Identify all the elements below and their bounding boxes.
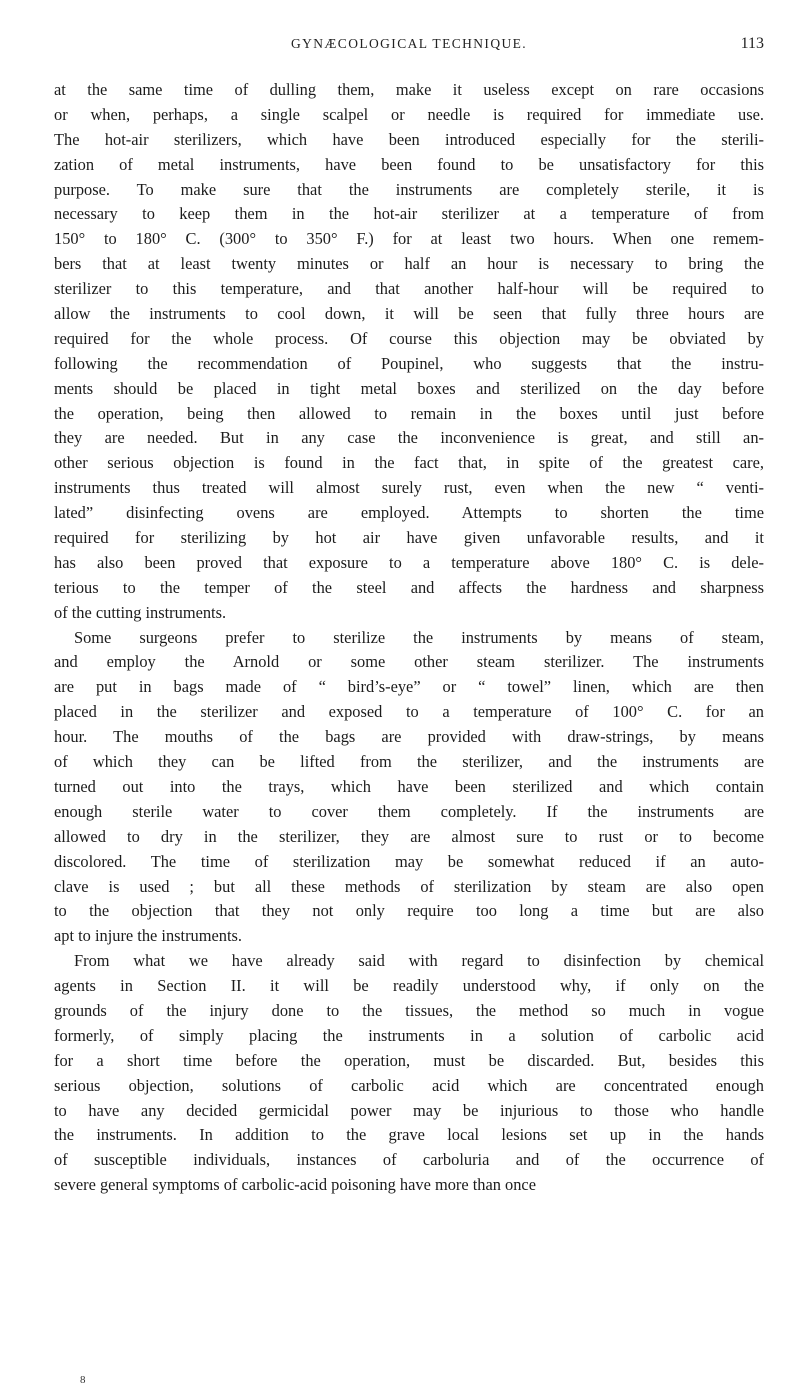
text-line: severe general symptoms of carbolic-acid poisoning have more than once — [54, 1175, 536, 1195]
text-line: the instruments. In addition to the grave local lesions set up in the hands — [54, 1125, 764, 1145]
text-line: of susceptible individuals, instances of carboluria and of the occurrence of — [54, 1150, 764, 1170]
text-line: bers that at least twenty minutes or half an hour is necessary to bring the — [54, 254, 764, 274]
text-line: enough sterile water to cover them completely. If the instruments are — [54, 801, 764, 821]
text-line: and employ the Arnold or some other steam sterilizer. The instruments — [54, 652, 764, 672]
text-line: lated” disinfecting ovens are employed. Attempts to shorten the time — [54, 503, 764, 523]
text-line: they are needed. But in any case the inconvenience is great, and still an- — [54, 428, 764, 448]
text-line: allow the instruments to cool down, it will be seen that fully three hours are — [54, 304, 764, 324]
text-line: instruments thus treated will almost surely rust, even when the new “ venti- — [54, 478, 764, 498]
text-line: ments should be placed in tight metal boxes and sterilized on the day before — [54, 378, 764, 398]
text-line: Some surgeons prefer to sterilize the instruments by means of steam, — [74, 627, 764, 647]
text-line: of the cutting instruments. — [54, 602, 227, 622]
text-line: turned out into the trays, which have been sterilized and which contain — [54, 776, 764, 796]
text-line: clave is used ; but all these methods of sterilization by steam are also open — [54, 876, 764, 896]
text-line: From what we have already said with regard to disinfection by chemical — [74, 951, 764, 971]
text-line: zation of metal instruments, have been found to be unsatisfactory for this — [54, 154, 764, 174]
text-line: discolored. The time of sterilization may be somewhat reduced if an auto- — [54, 851, 764, 871]
text-line: of which they can be lifted from the sterilizer, and the instruments are — [54, 752, 764, 772]
text-line: allowed to dry in the sterilizer, they are almost sure to rust or to become — [54, 826, 764, 846]
text-line: required for sterilizing by hot air have given unfavorable results, and it — [54, 528, 764, 548]
signature-mark: 8 — [80, 1374, 86, 1386]
text-line: purpose. To make sure that the instruments are completely sterile, it is — [54, 179, 764, 199]
text-line: grounds of the injury done to the tissues, the method so much in vogue — [54, 1000, 764, 1020]
text-line: serious objection, solutions of carbolic acid which are concentrated enough — [54, 1075, 764, 1095]
page-number: 113 — [740, 35, 764, 52]
text-line: or when, perhaps, a single scalpel or needle is required for immediate use. — [54, 104, 764, 124]
text-line: agents in Section II. it will be readily understood why, if only on the — [54, 976, 764, 996]
text-line: required for the whole process. Of course this objection may be obviated by — [54, 328, 764, 348]
text-line: at the same time of dulling them, make it useless except on rare occasions — [54, 80, 764, 99]
text-line: sterilizer to this temperature, and that another half-hour will be required to — [54, 279, 764, 299]
text-line: other serious objection is found in the fact that, in spite of the greatest care, — [54, 453, 764, 473]
text-line: placed in the sterilizer and exposed to a temperature of 100° C. for an — [54, 702, 764, 722]
paragraph — [54, 626, 764, 950]
text-line: following the recommendation of Poupinel, who suggests that the instru- — [54, 353, 764, 373]
text-line: to have any decided germicidal power may be injurious to those who handle — [54, 1100, 764, 1120]
text-line: are put in bags made of “ bird’s-eye” or “ towel” linen, which are then — [54, 677, 764, 697]
text-line: for a short time before the operation, must be discarded. But, besides this — [54, 1050, 764, 1070]
running-head: GYNÆCOLOGICAL TECHNIQUE. — [290, 36, 528, 51]
text-line: the operation, being then allowed to remain in the boxes until just before — [54, 403, 764, 423]
text-line: necessary to keep them in the hot-air sterilizer at a temperature of from — [54, 204, 764, 224]
text-line: The hot-air sterilizers, which have been introduced especially for the sterili- — [54, 129, 764, 149]
paragraph — [54, 949, 764, 1198]
text-line: formerly, of simply placing the instruments in a solution of carbolic acid — [54, 1025, 764, 1045]
text-line: apt to injure the instruments. — [54, 926, 243, 946]
paragraph — [54, 78, 764, 626]
text-line: hour. The mouths of the bags are provided with draw-strings, by means — [54, 727, 764, 747]
text-line: terious to the temper of the steel and affects the hardness and sharpness — [54, 577, 764, 597]
text-line: has also been proved that exposure to a temperature above 180° C. is dele- — [54, 552, 764, 572]
text-line: to the objection that they not only require too long a time but are also — [54, 901, 764, 921]
body-text — [54, 78, 764, 1198]
page-header — [54, 36, 764, 62]
text-line: 150° to 180° C. (300° to 350° F.) for at least two hours. When one remem- — [54, 229, 764, 249]
